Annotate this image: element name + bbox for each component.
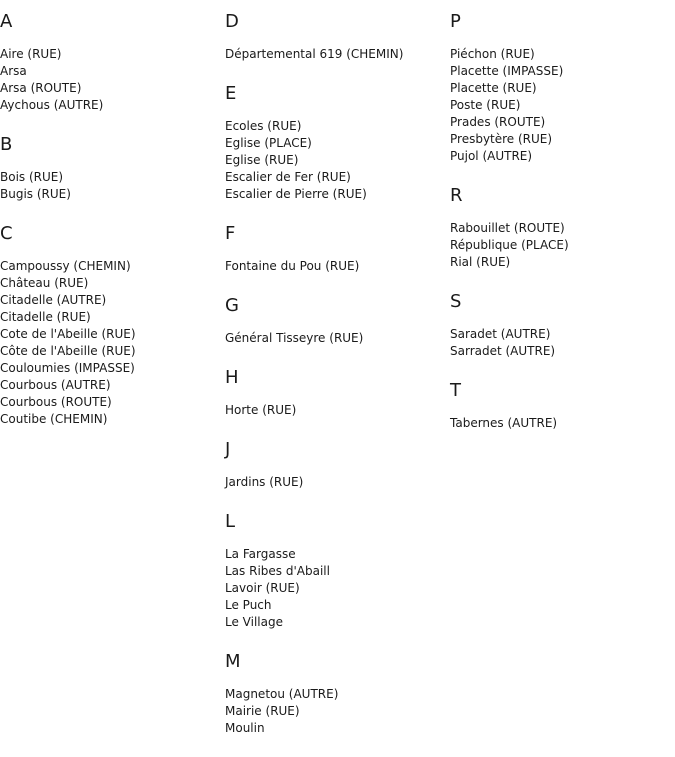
street-link[interactable]: Rabouillet (ROUTE) xyxy=(450,221,565,235)
section-letter-heading: S xyxy=(450,291,462,312)
letter-section xyxy=(450,380,670,432)
street-link[interactable]: Tabernes (AUTRE) xyxy=(450,416,558,430)
street-link[interactable]: Bugis (RUE) xyxy=(0,187,71,201)
street-link[interactable]: Magnetou (AUTRE) xyxy=(225,687,339,701)
street-link[interactable]: Arsa xyxy=(0,64,27,78)
street-list xyxy=(0,169,220,203)
letter-section xyxy=(225,295,445,347)
street-link[interactable]: Côte de l'Abeille (RUE) xyxy=(0,344,136,358)
street-list xyxy=(225,118,445,203)
street-column-1 xyxy=(0,11,220,448)
street-list xyxy=(225,474,445,491)
street-list xyxy=(225,46,445,63)
street-list xyxy=(0,258,220,428)
street-link[interactable]: Courbous (ROUTE) xyxy=(0,395,112,409)
section-letter-heading: T xyxy=(450,380,461,401)
street-list xyxy=(225,546,445,631)
section-letter-heading: E xyxy=(225,83,237,104)
street-link[interactable]: Campoussy (CHEMIN) xyxy=(0,259,131,273)
street-link[interactable]: Placette (RUE) xyxy=(450,81,537,95)
street-link[interactable]: Lavoir (RUE) xyxy=(225,581,300,595)
street-link[interactable]: Moulin xyxy=(225,721,265,735)
letter-section xyxy=(225,223,445,275)
street-link[interactable]: Sarradet (AUTRE) xyxy=(450,344,556,358)
street-link[interactable]: Bois (RUE) xyxy=(0,170,64,184)
street-column-2 xyxy=(225,11,445,757)
street-link[interactable]: République (PLACE) xyxy=(450,238,569,252)
letter-section xyxy=(225,651,445,737)
street-list xyxy=(225,258,445,275)
street-link[interactable]: Jardins (RUE) xyxy=(225,475,304,489)
street-link[interactable]: Poste (RUE) xyxy=(450,98,521,112)
letter-section xyxy=(225,439,445,491)
street-link[interactable]: Aychous (AUTRE) xyxy=(0,98,104,112)
street-link[interactable]: Château (RUE) xyxy=(0,276,89,290)
street-link[interactable]: Horte (RUE) xyxy=(225,403,297,417)
street-list xyxy=(450,326,670,360)
letter-section xyxy=(0,223,220,428)
street-link[interactable]: Prades (ROUTE) xyxy=(450,115,546,129)
street-link[interactable]: Rial (RUE) xyxy=(450,255,511,269)
letter-section xyxy=(0,134,220,203)
street-link[interactable]: Courbous (AUTRE) xyxy=(0,378,111,392)
street-link[interactable]: Cote de l'Abeille (RUE) xyxy=(0,327,136,341)
letter-section xyxy=(225,11,445,63)
street-link[interactable]: Aire (RUE) xyxy=(0,47,62,61)
letter-section xyxy=(225,511,445,631)
street-list xyxy=(225,330,445,347)
section-letter-heading: C xyxy=(0,223,13,244)
section-letter-heading: M xyxy=(225,651,241,672)
section-letter-heading: R xyxy=(450,185,463,206)
street-link[interactable]: Placette (IMPASSE) xyxy=(450,64,564,78)
street-link[interactable]: Eglise (PLACE) xyxy=(225,136,312,150)
section-letter-heading: D xyxy=(225,11,239,32)
section-letter-heading: H xyxy=(225,367,239,388)
letter-section xyxy=(450,185,670,271)
section-letter-heading: G xyxy=(225,295,239,316)
street-list xyxy=(450,46,670,165)
street-link[interactable]: Coutibe (CHEMIN) xyxy=(0,412,108,426)
street-link[interactable]: Eglise (RUE) xyxy=(225,153,299,167)
section-letter-heading: A xyxy=(0,11,13,32)
street-link[interactable]: Saradet (AUTRE) xyxy=(450,327,551,341)
street-link[interactable]: Général Tisseyre (RUE) xyxy=(225,331,364,345)
section-letter-heading: J xyxy=(225,439,231,460)
street-link[interactable]: Couloumies (IMPASSE) xyxy=(0,361,135,375)
street-link[interactable]: Le Puch xyxy=(225,598,272,612)
letter-section xyxy=(450,11,670,165)
street-link[interactable]: Citadelle (AUTRE) xyxy=(0,293,107,307)
letter-section xyxy=(225,367,445,419)
street-link[interactable]: Presbytère (RUE) xyxy=(450,132,553,146)
letter-section xyxy=(0,11,220,114)
section-letter-heading: F xyxy=(225,223,236,244)
street-link[interactable]: Mairie (RUE) xyxy=(225,704,300,718)
street-link[interactable]: Piéchon (RUE) xyxy=(450,47,535,61)
section-letter-heading: L xyxy=(225,511,236,532)
letter-section xyxy=(225,83,445,203)
street-link[interactable]: La Fargasse xyxy=(225,547,296,561)
street-link[interactable]: Départemental 619 (CHEMIN) xyxy=(225,47,404,61)
street-list xyxy=(450,415,670,432)
street-list xyxy=(450,220,670,271)
street-link[interactable]: Arsa (ROUTE) xyxy=(0,81,82,95)
street-column-3 xyxy=(450,11,670,452)
letter-section xyxy=(450,291,670,360)
section-letter-heading: P xyxy=(450,11,461,32)
street-list xyxy=(0,46,220,114)
street-link[interactable]: Le Village xyxy=(225,615,283,629)
street-link[interactable]: Pujol (AUTRE) xyxy=(450,149,533,163)
street-list xyxy=(225,686,445,737)
street-link[interactable]: Las Ribes d'Abaill xyxy=(225,564,330,578)
street-link[interactable]: Citadelle (RUE) xyxy=(0,310,91,324)
street-list xyxy=(225,402,445,419)
section-letter-heading: B xyxy=(0,134,13,155)
street-link[interactable]: Ecoles (RUE) xyxy=(225,119,302,133)
street-link[interactable]: Fontaine du Pou (RUE) xyxy=(225,259,360,273)
street-link[interactable]: Escalier de Pierre (RUE) xyxy=(225,187,367,201)
street-link[interactable]: Escalier de Fer (RUE) xyxy=(225,170,351,184)
